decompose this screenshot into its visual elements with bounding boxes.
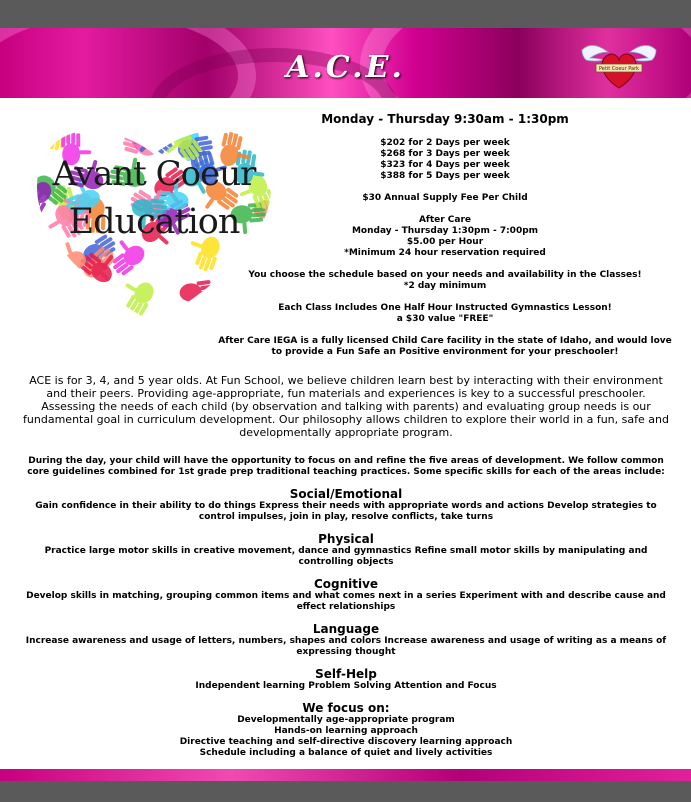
schedule-choice-text: You choose the schedule based on your needs and availability in the Classes! bbox=[248, 270, 642, 280]
area-cognitive bbox=[18, 577, 674, 613]
winged-heart-badge[interactable] bbox=[578, 38, 660, 92]
focus-item: Schedule including a balance of quiet and lively activities bbox=[199, 748, 493, 758]
area-title: Cognitive bbox=[313, 577, 379, 591]
top-strip bbox=[0, 0, 691, 28]
after-care-hours: Monday - Thursday 1:30pm - 7:00pm bbox=[351, 226, 539, 236]
area-text: Practice large motor skills in creative movement, dance and gymnastics Refine small motor skills by manipulating and controlling objects bbox=[44, 546, 648, 567]
handprint-shape bbox=[30, 274, 72, 320]
area-self-help bbox=[18, 667, 674, 692]
price-item: $388 for 5 Days per week bbox=[380, 171, 510, 181]
handprint-shape bbox=[37, 279, 73, 319]
after-care-rate: $5.00 per Hour bbox=[406, 237, 484, 247]
handprint-shape bbox=[46, 238, 89, 278]
area-text: Independent learning Problem Solving Attention and Focus bbox=[195, 681, 497, 691]
areas-lead: During the day, your child will have the opportunity to focus on and refine the five areas of development. We follow common core guidelines combined for 1st grade prep traditional teaching practices. Some specific skills for each of the areas include: bbox=[27, 456, 665, 477]
handprint-shape bbox=[47, 292, 84, 324]
area-physical bbox=[18, 532, 674, 568]
focus-item: Directive teaching and self-directive discovery learning approach bbox=[179, 737, 513, 747]
after-care-note: *Minimum 24 hour reservation required bbox=[344, 248, 546, 258]
area-text: Increase awareness and usage of letters, numbers, shapes and colors Increase awareness and usage of writing as a means of expressing thought bbox=[25, 636, 667, 657]
program-info bbox=[218, 112, 672, 369]
schedule-choice bbox=[218, 270, 672, 292]
logo-line-1: Avant Coeur bbox=[52, 154, 256, 194]
handprint-shape bbox=[114, 273, 158, 318]
focus-item: Developmentally age-appropriate program bbox=[237, 715, 455, 725]
area-text: Gain confidence in their ability to do things Express their needs with appropriate words and actions Develop strategies to control impulses, join in play, resolve conflicts, take turns bbox=[35, 501, 657, 522]
after-care bbox=[218, 215, 672, 259]
schedule-choice-minimum: *2 day minimum bbox=[403, 281, 487, 291]
area-language bbox=[18, 622, 674, 658]
badge-text: Petit Coeur Park bbox=[598, 66, 640, 72]
area-social-emotional bbox=[18, 487, 674, 523]
schedule-heading: Monday - Thursday 9:30am - 1:30pm bbox=[321, 112, 569, 126]
price-list bbox=[218, 138, 672, 182]
focus-section bbox=[18, 701, 674, 759]
development-areas bbox=[18, 456, 674, 759]
area-text: Develop skills in matching, grouping common items and what comes next in a series Experiment with and describe cause and effect relationships bbox=[26, 591, 666, 612]
area-title: Physical bbox=[318, 532, 374, 546]
focus-item: Hands-on learning approach bbox=[274, 726, 418, 736]
price-item: $268 for 3 Days per week bbox=[380, 149, 510, 159]
price-item: $202 for 2 Days per week bbox=[380, 138, 510, 148]
area-title: Self-Help bbox=[315, 667, 377, 681]
handprint-shape bbox=[178, 280, 216, 314]
price-item: $323 for 4 Days per week bbox=[380, 160, 510, 170]
focus-title: We focus on: bbox=[302, 701, 390, 715]
gymnastics-offer bbox=[218, 303, 672, 325]
main-content bbox=[0, 98, 691, 769]
gymnastics-value: a $30 value "FREE" bbox=[396, 314, 494, 324]
after-care-title: After Care bbox=[418, 215, 472, 225]
gymnastics-text: Each Class Includes One Half Hour Instructed Gymnastics Lesson! bbox=[278, 303, 612, 313]
logo-line-2: Education bbox=[68, 202, 240, 242]
intro-paragraph: ACE is for 3, 4, and 5 year olds. At Fun School, we believe children learn best by interacting with their environment and their peers. Providing age-appropriate, fun materials and experiences is key to a successful preschooler. Assessing the needs of each child (by observation and talking with parents) and evaluating group needs is our fundamental goal in curriculum development. Our philosophy allows children to explore their world in a fun, safe and developmentally appropriate program. bbox=[23, 374, 669, 439]
area-title: Social/Emotional bbox=[289, 487, 403, 501]
site-title: A.C.E. bbox=[286, 50, 405, 85]
area-title: Language bbox=[312, 622, 380, 636]
licensing-note: After Care IEGA is a fully licensed Child Care facility in the state of Idaho, and would love to provide a Fun Safe an Positive environment for your preschooler! bbox=[218, 336, 672, 357]
supply-fee: $30 Annual Supply Fee Per Child bbox=[362, 193, 528, 203]
footer-bar bbox=[0, 769, 691, 781]
